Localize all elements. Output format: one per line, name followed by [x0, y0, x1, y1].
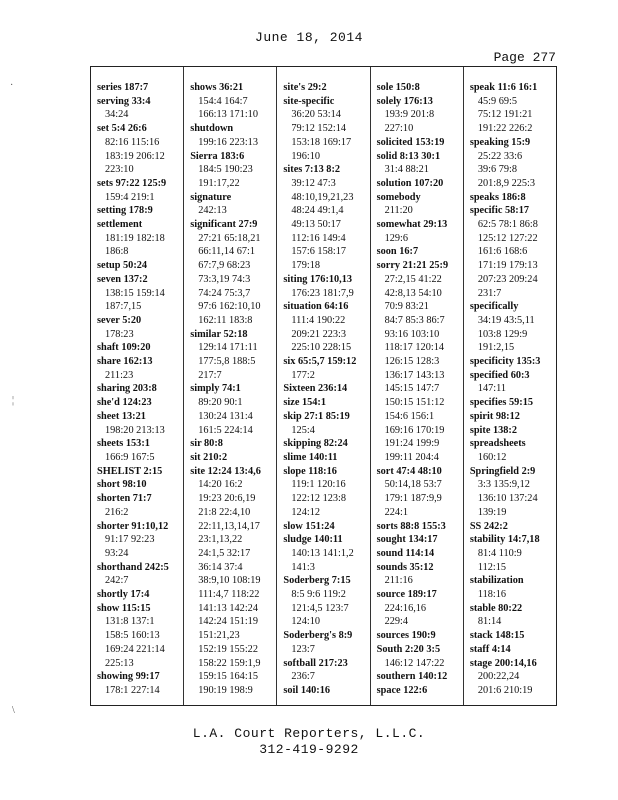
index-entry: serving 33:4: [97, 95, 151, 107]
index-page-refs: 217:7: [198, 369, 222, 381]
index-page-refs: 159:15 164:15: [198, 671, 258, 683]
index-page-refs: 169:16 170:19: [384, 424, 445, 436]
index-page-refs: 196:10: [291, 150, 321, 162]
index-page-refs: 154:4 164:7: [198, 95, 248, 107]
index-entry: speaking 15:9: [469, 136, 531, 148]
index-page-refs: 118:17 120:14: [384, 342, 445, 354]
index-page-refs: 129:14 171:11: [198, 342, 258, 354]
index-page-refs: 118:16: [477, 589, 507, 601]
reporter-company: L.A. Court Reporters, L.L.C.: [192, 726, 426, 741]
index-page-refs: 141:13 142:24: [198, 602, 258, 614]
index-page-refs: 151:21,23: [198, 630, 240, 642]
index-entry: setting 178:9: [97, 205, 153, 217]
index-page-refs: 154:6 156:1: [384, 410, 435, 422]
index-entry: specific 58:17: [469, 205, 530, 217]
index-page-refs: 36:14 37:4: [198, 561, 243, 573]
index-entry: SS 242:2: [469, 520, 508, 532]
index-page-refs: 112:16 149:4: [291, 232, 346, 244]
index-page-refs: 179:18: [291, 260, 321, 272]
index-entry: share 162:13: [97, 356, 153, 368]
index-entry: specificity 135:3: [469, 356, 541, 368]
scan-mark: ·: [10, 80, 14, 91]
index-entry: stability 14:7,18: [469, 534, 540, 546]
index-page-refs: 139:19: [477, 506, 507, 518]
index-page-refs: 181:19 182:18: [105, 232, 165, 244]
index-page-refs: 191:17,22: [198, 177, 240, 189]
index-page-refs: 124:10: [291, 616, 321, 628]
index-entry: stage 200:14,16: [469, 657, 537, 669]
index-entry: site's 29:2: [283, 82, 327, 93]
index-page-refs: 138:15 159:14: [105, 287, 165, 299]
index-page-refs: 141:3: [291, 561, 315, 573]
index-page-refs: 225:13: [105, 657, 134, 669]
index-entry: soon 16:7: [376, 246, 419, 258]
index-page-refs: 24:1,5 32:17: [198, 547, 251, 559]
index-entry: specifically: [469, 301, 519, 313]
index-entry: softball 217:23: [283, 657, 348, 669]
index-page-refs: 27:21 65:18,21: [198, 232, 261, 244]
index-page-refs: 171:19 179:13: [477, 260, 538, 272]
index-page-refs: 39:12 47:3: [291, 177, 336, 189]
index-page-refs: 23:1,13,22: [198, 534, 243, 546]
index-page-refs: 48:10,19,21,23: [291, 191, 354, 203]
index-entry: significant 27:9: [190, 219, 258, 231]
index-page-refs: 207:23 209:24: [477, 273, 538, 285]
index-page-refs: 73:3,19 74:3: [198, 273, 251, 285]
index-page-refs: 166:13 171:10: [198, 109, 258, 121]
index-page-refs: 242:7: [105, 575, 129, 587]
index-entry: sounds 35:12: [376, 561, 434, 573]
index-entry: soil 140:16: [283, 684, 331, 696]
index-page-refs: 211:20: [384, 205, 413, 217]
index-page-refs: 191:2,15: [477, 342, 515, 354]
index-entry: shutdown: [190, 123, 234, 135]
index-page-refs: 158:22 159:1,9: [198, 657, 261, 669]
index-entry: speak 11:6 16:1: [469, 82, 538, 93]
scan-mark: ¦: [12, 395, 15, 406]
index-page-refs: 225:10 228:15: [291, 342, 352, 354]
index-entry: simply 74:1: [190, 383, 241, 395]
index-page-refs: 50:14,18 53:7: [384, 479, 442, 491]
index-page-refs: 186:8: [105, 246, 129, 258]
index-page-refs: 242:13: [198, 205, 227, 217]
index-page-refs: 145:15 147:7: [384, 383, 440, 395]
index-page-refs: 198:20 213:13: [105, 424, 165, 436]
index-page-refs: 140:13 141:1,2: [291, 547, 354, 559]
index-page-refs: 224:16,16: [384, 602, 427, 614]
index-column-2: [184, 67, 277, 705]
index-entry: sites 7:13 8:2: [283, 164, 341, 176]
index-entry: short 98:10: [97, 479, 147, 491]
index-entry: sound 114:14: [376, 547, 435, 559]
index-page-refs: 199:11 204:4: [384, 451, 439, 463]
index-page-refs: 103:8 129:9: [477, 328, 528, 340]
index-page-refs: 187:7,15: [105, 301, 142, 313]
page-number: Page 277: [493, 50, 556, 65]
index-page-refs: 74:24 75:3,7: [198, 287, 251, 299]
index-entry: she'd 124:23: [97, 397, 152, 409]
index-page-refs: 158:5 160:13: [105, 630, 160, 642]
index-entry: shorthand 242:5: [97, 561, 169, 573]
index-page-refs: 223:10: [105, 164, 134, 176]
index-entry: skip 27:1 85:19: [283, 410, 350, 422]
index-entry: sorts 88:8 155:3: [376, 520, 446, 532]
index-page-refs: 227:10: [384, 123, 414, 135]
index-page-refs: 125:12 127:22: [477, 232, 538, 244]
index-entry: Springfield 2:9: [469, 465, 536, 477]
index-page-refs: 122:12 123:8: [291, 493, 347, 505]
index-page-refs: 126:15 128:3: [384, 356, 440, 368]
index-page-refs: 125:4: [291, 424, 315, 436]
index-entry: site-specific: [283, 95, 335, 107]
index-page-refs: 93:24: [105, 547, 129, 559]
index-entry: sources 190:9: [376, 630, 436, 642]
index-entry: sit 210:2: [190, 451, 228, 463]
index-page-refs: 169:24 221:14: [105, 643, 165, 655]
index-column-4: [371, 67, 464, 705]
index-entry: solid 8:13 30:1: [376, 150, 441, 162]
index-page-refs: 67:7,9 68:23: [198, 260, 251, 272]
index-page-refs: 130:24 131:4: [198, 410, 253, 422]
index-page-refs: 131:8 137:1: [105, 616, 155, 628]
index-page-refs: 153:18 169:17: [291, 136, 352, 148]
index-entry: staff 4:14: [469, 643, 511, 655]
index-page-refs: 224:1: [384, 506, 409, 518]
index-page-refs: 48:24 49:1,4: [291, 205, 344, 217]
index-page-refs: 193:9 201:8: [384, 109, 435, 121]
index-entry: Soderberg 7:15: [283, 575, 351, 587]
index-entry: spirit 98:12: [469, 410, 520, 422]
index-page-refs: 201:6 210:19: [477, 684, 533, 696]
index-entry: somebody: [376, 191, 421, 203]
index-entry: Sixteen 236:14: [283, 383, 348, 395]
index-page-refs: 27:2,15 41:22: [384, 273, 442, 285]
index-page-refs: 211:16: [384, 575, 413, 587]
scan-mark: \: [12, 705, 15, 716]
index-entry: South 2:20 3:5: [376, 643, 441, 655]
index-page-refs: 129:6: [384, 232, 409, 244]
index-page-refs: 25:22 33:6: [477, 150, 523, 162]
index-entry: seven 137:2: [97, 273, 148, 285]
index-page-refs: 161:6 168:6: [477, 246, 528, 258]
index-page-refs: 82:16 115:16: [105, 136, 160, 148]
index-page-refs: 91:17 92:23: [105, 534, 155, 546]
index-page-refs: 166:9 167:5: [105, 451, 155, 463]
index-page-refs: 177:5,8 188:5: [198, 356, 256, 368]
index-page-refs: 39:6 79:8: [477, 164, 517, 176]
index-entry: shaft 109:20: [97, 342, 151, 354]
index-entry: solution 107:20: [376, 177, 444, 189]
index-entry: slope 118:16: [283, 465, 337, 477]
index-entry: sheets 153:1: [97, 438, 150, 450]
index-entry: solicited 153:19: [376, 136, 445, 148]
index-entry: sir 80:8: [190, 438, 223, 450]
index-page-refs: 178:1 227:14: [105, 684, 160, 696]
index-entry: sheet 13:21: [97, 410, 146, 422]
index-entry: siting 176:10,13: [283, 273, 353, 285]
index-entry: sets 97:22 125:9: [97, 177, 167, 189]
index-page-refs: 111:4,7 118:22: [198, 589, 260, 601]
index-page-refs: 89:20 90:1: [198, 397, 243, 409]
index-entry: sought 134:17: [376, 534, 438, 546]
index-entry: settlement: [97, 219, 143, 231]
index-entry: shows 36:21: [190, 82, 244, 93]
index-entry: similar 52:18: [190, 328, 248, 340]
index-entry: specified 60:3: [469, 369, 530, 381]
index-page-refs: 157:6 158:17: [291, 246, 347, 258]
index-entry: specifies 59:15: [469, 397, 534, 409]
index-entry: sole 150:8: [376, 82, 420, 93]
index-page-refs: 190:19 198:9: [198, 684, 253, 696]
index-page-refs: 162:11 183:8: [198, 314, 253, 326]
index-entry: signature: [190, 191, 232, 203]
index-entry: size 154:1: [283, 397, 327, 409]
index-page-refs: 111:4 190:22: [291, 314, 346, 326]
index-page-refs: 22:11,13,14,17: [198, 520, 260, 532]
index-entry: shorten 71:7: [97, 493, 152, 505]
index-entry: source 189:17: [376, 589, 437, 601]
index-page-refs: 136:10 137:24: [477, 493, 538, 505]
index-page-refs: 147:11: [477, 383, 507, 395]
index-page-refs: 81:4 110:9: [477, 547, 522, 559]
index-entry: spreadsheets: [469, 438, 526, 450]
index-page-refs: 36:20 53:14: [291, 109, 341, 121]
index-entry: six 65:5,7 159:12: [283, 356, 357, 368]
index-column-3: [277, 67, 370, 705]
index-column-5: [464, 67, 556, 705]
index-page-refs: 152:19 155:22: [198, 643, 258, 655]
index-page-refs: 14:20 16:2: [198, 479, 243, 491]
index-page-refs: 93:16 103:10: [384, 328, 440, 340]
index-entry: space 122:6: [376, 684, 428, 696]
index-entry: skipping 82:24: [283, 438, 348, 450]
index-page-refs: 34:19 43:5,11: [477, 314, 535, 326]
index-page-refs: 97:6 162:10,10: [198, 301, 261, 313]
index-entry: somewhat 29:13: [376, 219, 448, 231]
index-column-1: [91, 67, 184, 705]
index-page-refs: 191:22 226:2: [477, 123, 533, 135]
index-entry: stack 148:15: [469, 630, 525, 642]
index-page-refs: 236:7: [291, 671, 315, 683]
index-page-refs: 79:12 152:14: [291, 123, 347, 135]
index-entry: shortly 17:4: [97, 589, 150, 601]
index-page-refs: 183:19 206:12: [105, 150, 165, 162]
transcript-date: June 18, 2014: [255, 30, 363, 45]
index-entry: stable 80:22: [469, 602, 523, 614]
index-page-refs: 160:12: [477, 451, 507, 463]
index-page-refs: 3:3 135:9,12: [477, 479, 530, 491]
index-entry: sorry 21:21 25:9: [376, 260, 449, 272]
index-page-refs: 49:13 50:17: [291, 219, 341, 231]
index-page-refs: 161:5 224:14: [198, 424, 253, 436]
index-page-refs: 191:24 199:9: [384, 438, 440, 450]
word-index-table: [90, 66, 557, 706]
index-page-refs: 119:1 120:16: [291, 479, 346, 491]
index-page-refs: 159:4 219:1: [105, 191, 155, 203]
index-page-refs: 124:12: [291, 506, 321, 518]
index-page-refs: 19:23 20:6,19: [198, 493, 256, 505]
index-entry: slow 151:24: [283, 520, 335, 532]
index-page-refs: 184:5 190:23: [198, 164, 253, 176]
index-entry: speaks 186:8: [469, 191, 526, 203]
index-page-refs: 200:22,24: [477, 671, 520, 683]
index-entry: show 115:15: [97, 602, 151, 614]
index-entry: Sierra 183:6: [190, 150, 245, 162]
index-page-refs: 209:21 223:3: [291, 328, 347, 340]
index-entry: shorter 91:10,12: [97, 520, 169, 532]
index-entry: site 12:24 13:4,6: [190, 465, 261, 477]
index-page-refs: 84:7 85:3 86:7: [384, 314, 445, 326]
index-page-refs: 66:11,14 67:1: [198, 246, 256, 258]
index-page-refs: 70:9 83:21: [384, 301, 429, 313]
index-page-refs: 34:24: [105, 109, 129, 121]
index-page-refs: 231:7: [477, 287, 502, 299]
index-page-refs: 150:15 151:12: [384, 397, 445, 409]
index-page-refs: 229:4: [384, 616, 409, 628]
index-page-refs: 123:7: [291, 643, 315, 655]
index-page-refs: 142:24 151:19: [198, 616, 258, 628]
index-entry: spite 138:2: [469, 424, 518, 436]
reporter-phone: 312-419-9292: [259, 742, 359, 757]
index-page-refs: 62:5 78:1 86:8: [477, 219, 538, 231]
index-page-refs: 177:2: [291, 369, 315, 381]
index-page-refs: 121:4,5 123:7: [291, 602, 349, 614]
index-page-refs: 176:23 181:7,9: [291, 287, 354, 299]
index-entry: Soderberg's 8:9: [283, 630, 353, 642]
index-entry: situation 64:16: [283, 301, 349, 313]
index-entry: slime 140:11: [283, 451, 338, 463]
index-entry: set 5:4 26:6: [97, 123, 147, 135]
index-entry: southern 140:12: [376, 671, 448, 683]
index-page-refs: 146:12 147:22: [384, 657, 445, 669]
index-page-refs: 38:9,10 108:19: [198, 575, 261, 587]
index-entry: stabilization: [469, 575, 524, 587]
index-page-refs: 8:5 9:6 119:2: [291, 589, 346, 601]
index-entry: showing 99:17: [97, 671, 160, 683]
index-page-refs: 112:15: [477, 561, 507, 573]
index-page-refs: 21:8 22:4,10: [198, 506, 251, 518]
index-page-refs: 199:16 223:13: [198, 136, 258, 148]
index-entry: setup 50:24: [97, 260, 148, 272]
index-page-refs: 31:4 88:21: [384, 164, 429, 176]
index-entry: series 187:7: [97, 82, 149, 93]
index-entry: sharing 203:8: [97, 383, 157, 395]
index-page-refs: 45:9 69:5: [477, 95, 517, 107]
index-page-refs: 178:23: [105, 328, 134, 340]
index-entry: solely 176:13: [376, 95, 433, 107]
index-page-refs: 136:17 143:13: [384, 369, 445, 381]
index-page-refs: 216:2: [105, 506, 129, 518]
index-page-refs: 211:23: [105, 369, 134, 381]
index-entry: sever 5:20: [97, 314, 142, 326]
index-entry: SHELIST 2:15: [97, 465, 163, 477]
index-entry: sort 47:4 48:10: [376, 465, 442, 477]
index-page-refs: 201:8,9 225:3: [477, 177, 536, 189]
index-page-refs: 179:1 187:9,9: [384, 493, 442, 505]
index-page-refs: 75:12 191:21: [477, 109, 533, 121]
index-page-refs: 81:14: [477, 616, 502, 628]
index-page-refs: 42:8,13 54:10: [384, 287, 442, 299]
index-entry: sludge 140:11: [283, 534, 343, 546]
